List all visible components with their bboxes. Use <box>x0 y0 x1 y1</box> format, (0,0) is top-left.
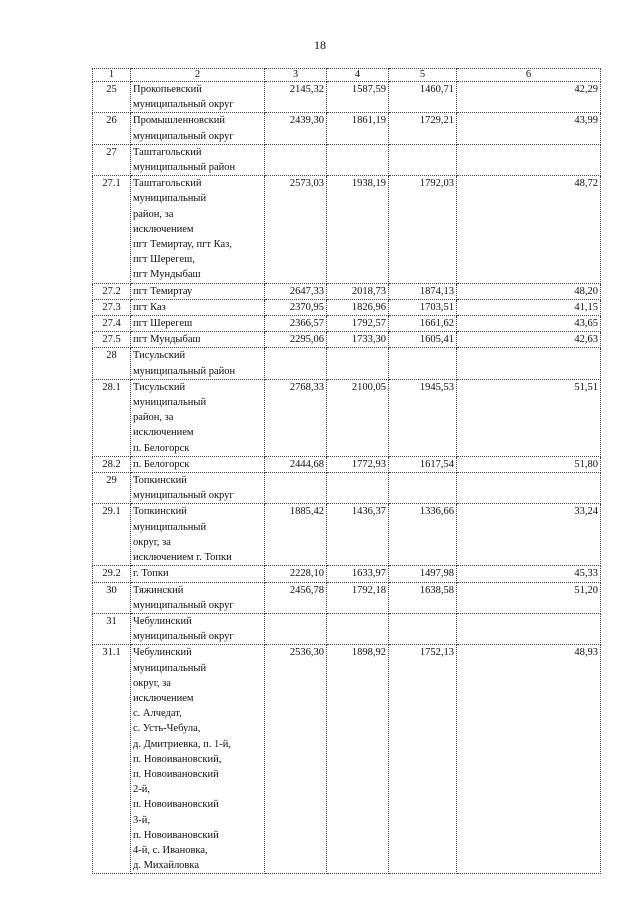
cell-c5 <box>389 348 457 379</box>
cell-name: Чебулинский муниципальный округ, за исключением с. Алчедат, с. Усть-Чебула, д. Дмитриевка, п. 1-й, п. Новоивановский, п. Новоивановский 2-й, п. Новоивановский 3-й, п. Новоивановский 4-й, с. Ивановка, д. Михайловка <box>131 645 265 874</box>
column-header: 5 <box>389 69 457 82</box>
cell-c5: 1792,03 <box>389 176 457 283</box>
page-number: 18 <box>314 38 326 52</box>
cell-c3 <box>265 348 327 379</box>
cell-no: 28 <box>93 348 131 379</box>
table-row <box>93 144 601 175</box>
cell-c4: 1792,18 <box>327 582 389 613</box>
cell-c6 <box>457 144 601 175</box>
table-row <box>93 348 601 379</box>
cell-c3: 2439,30 <box>265 113 327 144</box>
table-row <box>93 82 601 113</box>
cell-name: пгт Шерегеш <box>131 316 265 332</box>
cell-c5 <box>389 473 457 504</box>
cell-c5: 1617,54 <box>389 456 457 472</box>
cell-c4: 1826,96 <box>327 299 389 315</box>
table-row <box>93 582 601 613</box>
cell-c4 <box>327 144 389 175</box>
cell-c6 <box>457 613 601 644</box>
cell-c4: 1587,59 <box>327 82 389 113</box>
cell-c5: 1703,51 <box>389 299 457 315</box>
cell-c4: 1733,30 <box>327 332 389 348</box>
cell-c4: 2100,05 <box>327 379 389 456</box>
cell-name: Промышленновский муниципальный округ <box>131 113 265 144</box>
cell-c6: 48,20 <box>457 283 601 299</box>
cell-no: 27.1 <box>93 176 131 283</box>
cell-c4: 1861,19 <box>327 113 389 144</box>
cell-c6: 51,80 <box>457 456 601 472</box>
cell-c3: 2536,30 <box>265 645 327 874</box>
cell-no: 27.3 <box>93 299 131 315</box>
cell-c5: 1661,62 <box>389 316 457 332</box>
column-header: 6 <box>457 69 601 82</box>
cell-c4: 1938,19 <box>327 176 389 283</box>
cell-no: 29.1 <box>93 504 131 566</box>
cell-no: 27.2 <box>93 283 131 299</box>
table-row <box>93 613 601 644</box>
table-row <box>93 316 601 332</box>
table-row <box>93 645 601 874</box>
cell-c3: 2366,57 <box>265 316 327 332</box>
cell-no: 31.1 <box>93 645 131 874</box>
table-row <box>93 283 601 299</box>
column-header: 3 <box>265 69 327 82</box>
cell-c4 <box>327 348 389 379</box>
cell-c6: 43,65 <box>457 316 601 332</box>
cell-no: 28.2 <box>93 456 131 472</box>
cell-c5: 1638,58 <box>389 582 457 613</box>
cell-no: 27 <box>93 144 131 175</box>
cell-c5: 1752,13 <box>389 645 457 874</box>
cell-c5: 1497,98 <box>389 566 457 582</box>
cell-c3: 2370,95 <box>265 299 327 315</box>
table-row <box>93 456 601 472</box>
cell-name: Таштагольский муниципальный район, за исключением пгт Темиртау, пгт Каз, пгт Шерегеш, пгт Мундыбаш <box>131 176 265 283</box>
cell-no: 29 <box>93 473 131 504</box>
cell-c3: 2444,68 <box>265 456 327 472</box>
cell-name: Тяжинский муниципальный округ <box>131 582 265 613</box>
cell-c4 <box>327 613 389 644</box>
cell-c6: 43,99 <box>457 113 601 144</box>
cell-c5 <box>389 144 457 175</box>
cell-c3: 1885,42 <box>265 504 327 566</box>
cell-c3: 2295,06 <box>265 332 327 348</box>
cell-c4: 1633,97 <box>327 566 389 582</box>
cell-c3 <box>265 473 327 504</box>
cell-c6: 51,20 <box>457 582 601 613</box>
table-row <box>93 113 601 144</box>
cell-c3: 2647,33 <box>265 283 327 299</box>
cell-c3 <box>265 144 327 175</box>
cell-c3: 2145,32 <box>265 82 327 113</box>
cell-name: пгт Мундыбаш <box>131 332 265 348</box>
cell-no: 30 <box>93 582 131 613</box>
cell-c6: 45,33 <box>457 566 601 582</box>
cell-name: пгт Темиртау <box>131 283 265 299</box>
cell-c5: 1336,66 <box>389 504 457 566</box>
table-row <box>93 504 601 566</box>
tariff-table <box>92 68 601 874</box>
table-row <box>93 299 601 315</box>
cell-name: п. Белогорск <box>131 456 265 472</box>
cell-c3: 2573,03 <box>265 176 327 283</box>
cell-c4: 1772,93 <box>327 456 389 472</box>
cell-no: 25 <box>93 82 131 113</box>
header-row <box>93 69 601 82</box>
cell-c6 <box>457 348 601 379</box>
cell-c4: 1898,92 <box>327 645 389 874</box>
cell-c5: 1605,41 <box>389 332 457 348</box>
cell-name: Чебулинский муниципальный округ <box>131 613 265 644</box>
table-row <box>93 566 601 582</box>
cell-c3: 2768,33 <box>265 379 327 456</box>
cell-c6: 51,51 <box>457 379 601 456</box>
cell-c3: 2228,10 <box>265 566 327 582</box>
cell-c6 <box>457 473 601 504</box>
cell-no: 27.4 <box>93 316 131 332</box>
cell-name: Топкинский муниципальный округ, за исключением г. Топки <box>131 504 265 566</box>
cell-no: 26 <box>93 113 131 144</box>
cell-c3: 2456,78 <box>265 582 327 613</box>
cell-c4: 1436,37 <box>327 504 389 566</box>
cell-name: Прокопьевский муниципальный округ <box>131 82 265 113</box>
column-header: 1 <box>93 69 131 82</box>
table-row <box>93 176 601 283</box>
cell-no: 28.1 <box>93 379 131 456</box>
cell-c3 <box>265 613 327 644</box>
cell-c6: 48,93 <box>457 645 601 874</box>
cell-name: Топкинский муниципальный округ <box>131 473 265 504</box>
cell-c5: 1874,13 <box>389 283 457 299</box>
table-row <box>93 332 601 348</box>
cell-c4: 2018,73 <box>327 283 389 299</box>
cell-name: Таштагольский муниципальный район <box>131 144 265 175</box>
cell-name: г. Топки <box>131 566 265 582</box>
cell-c6: 42,63 <box>457 332 601 348</box>
cell-c5 <box>389 613 457 644</box>
cell-c4: 1792,57 <box>327 316 389 332</box>
cell-c6: 41,15 <box>457 299 601 315</box>
cell-no: 31 <box>93 613 131 644</box>
cell-c6: 48,72 <box>457 176 601 283</box>
cell-c5: 1460,71 <box>389 82 457 113</box>
cell-no: 29.2 <box>93 566 131 582</box>
cell-c4 <box>327 473 389 504</box>
cell-name: пгт Каз <box>131 299 265 315</box>
table-row <box>93 473 601 504</box>
cell-c6: 33,24 <box>457 504 601 566</box>
cell-no: 27.5 <box>93 332 131 348</box>
table-body <box>93 69 601 874</box>
cell-c5: 1945,53 <box>389 379 457 456</box>
cell-c5: 1729,21 <box>389 113 457 144</box>
table-row <box>93 379 601 456</box>
cell-name: Тисульский муниципальный район <box>131 348 265 379</box>
column-header: 4 <box>327 69 389 82</box>
column-header: 2 <box>131 69 265 82</box>
cell-c6: 42,29 <box>457 82 601 113</box>
cell-name: Тисульский муниципальный район, за исключением п. Белогорск <box>131 379 265 456</box>
